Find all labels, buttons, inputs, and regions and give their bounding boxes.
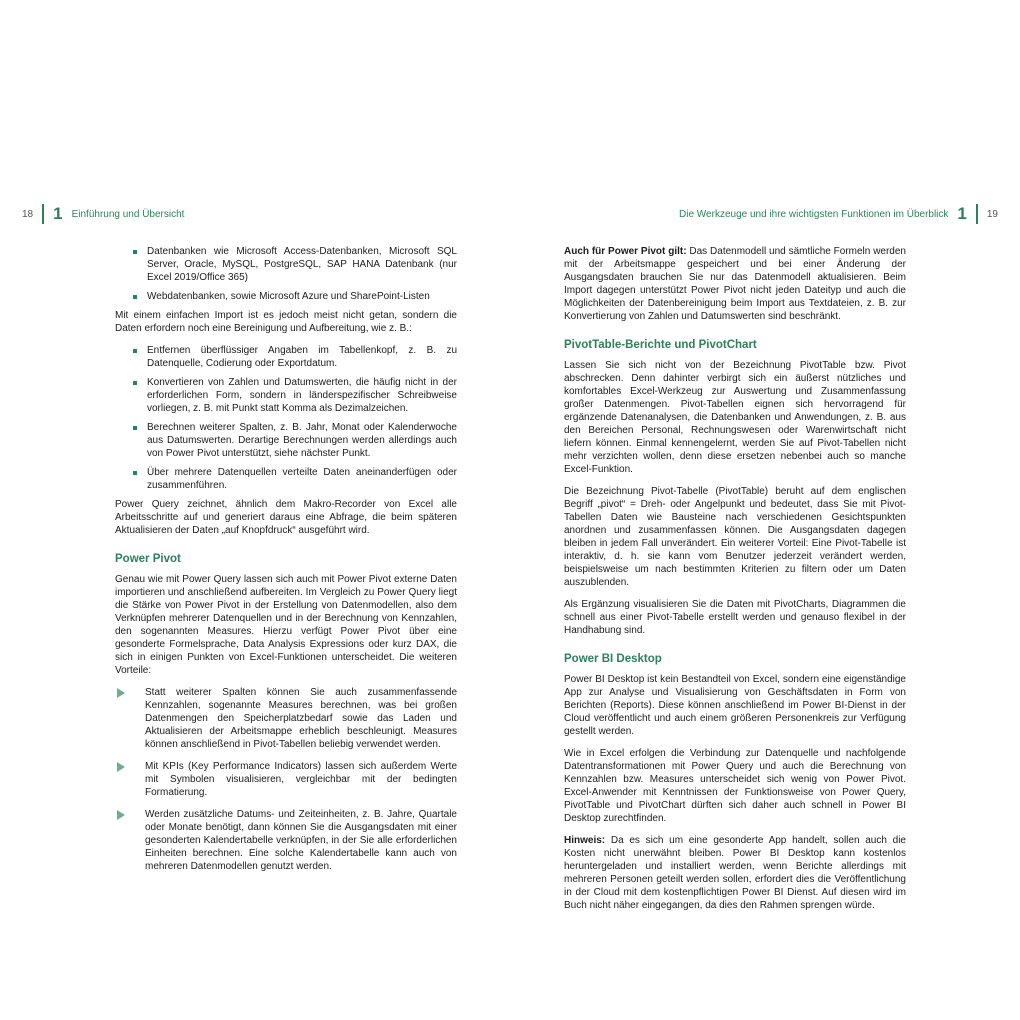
list-item xyxy=(115,808,457,873)
heading-power-bi: Power BI Desktop xyxy=(564,653,662,665)
section-title-left: Einführung und Übersicht xyxy=(71,208,185,220)
square-bullet-icon xyxy=(133,349,137,353)
paragraph-rest: Da es sich um eine gesonderte App handelt, sollen auch die Kosten nicht unerwähnt bleiben. Power BI Desktop kann kostenlos heruntergeladen und installiert werden, wenn Berichte allerdings mit mehreren Personen geteilt werden sollen, erfordert dies die Veröffentlichung in der Cloud mit dem kostenpflichtigen Power BI Dienst. Auf diesen wird im Buch nicht näher eingegangen, da dies den Rahmen sprengen würde. xyxy=(564,835,906,911)
list-item-text: Konvertieren von Zahlen und Datumswerten, die häufig nicht in der erforderlichen Form, sondern in länderspezifischer Schreibweise vorliegen, z. B. mit Punkt statt Komma als Dezimalzeichen. xyxy=(147,377,457,414)
list-item-text: Berechnen weiterer Spalten, z. B. Jahr, Monat oder Kalenderwoche aus Datumswerten. Derartige Berechnungen werden allerdings auch von Power Pivot unterstützt, siehe nächster Punkt. xyxy=(147,422,457,459)
section-title-right: Die Werkzeuge und ihre wichtigsten Funktionen im Überblick xyxy=(679,208,949,220)
square-bullet-icon xyxy=(133,381,137,385)
square-bullet-icon xyxy=(133,250,137,254)
paragraph-pivottable-3: Als Ergänzung visualisieren Sie die Daten mit PivotCharts, Diagrammen die schnell aus einer Pivot-Tabelle erstellt werden und genauso flexibel in der Handhabung sind. xyxy=(564,599,906,636)
list-item-text: Statt weiterer Spalten können Sie auch zusammenfassende Kennzahlen, sogenannte Measures berechnen, was bei großen Datenmengen den Speicherplatzbedarf sowie das Laden und Aktualisieren der Arbeitsmappe erheblich beschleunigt. Measures können anschließend in Pivot-Tabellen beliebig verwendet werden. xyxy=(145,687,457,750)
paragraph-lead-bold: Auch für Power Pivot gilt: xyxy=(564,246,687,257)
list-item xyxy=(115,686,457,751)
paragraph-power-query: Power Query zeichnet, ähnlich dem Makro-Recorder von Excel alle Arbeitsschritte auf und generiert daraus eine Abfrage, die beim späteren Aktualisieren der Daten „auf Knopfdruck“ ausgeführt wird. xyxy=(115,499,457,536)
paragraph-pivottable-1: Lassen Sie sich nicht von der Bezeichnung PivotTable bzw. Pivot abschrecken. Denn dahinter verbirgt sich ein äußerst nützliches und komfortables Excel-Werkzeug zur Auswertung und Zusammenfassung großer Datenmengen. Pivot-Tabellen eignen sich hervorragend für ergänzende Datenanalysen, die Datenbanken und Anwendungen, z. B. aus den Bereichen Personal, Rechnungswesen oder Warenwirtschaft nicht liefern können. Einmal kennengelernt, werden Sie auf Pivot-Tabellen nicht mehr verzichten wollen, denn diese ersetzen nebenbei auch so manche Excel-Funktion. xyxy=(564,360,906,475)
paragraph-pivottable-2: Die Bezeichnung Pivot-Tabelle (PivotTable) beruht auf dem englischen Begriff „pivot“ = Dreh- oder Angelpunkt und bedeutet, dass Sie mit Pivot-Tabellen Daten wie Bausteine nach verschiedenen Gesichtspunkten anordnen und zusammenfassen können. Die Ausgangsdaten dagegen bleiben in jedem Fall unverändert. Ein weiterer Vorteil: Eine Pivot-Tabelle ist interaktiv, d. h. sie kann vom Benutzer jederzeit verändert werden, beispielsweise um nach bestimmten Kriterien zu filtern oder um Daten auszublenden. xyxy=(564,486,906,588)
list-item-text: Webdatenbanken, sowie Microsoft Azure und SharePoint-Listen xyxy=(147,291,430,302)
list-item xyxy=(115,344,457,370)
list-item-text: Werden zusätzliche Datums- und Zeiteinheiten, z. B. Jahre, Quartale oder Monate benötigt, dann können Sie die Ausgangsdaten mit einer gesonderten Kalendertabelle verknüpfen, in der Sie alle erforderlichen Einheiten berechnen. Eine solche Kalendertabelle kann auch von mehreren Datenmodellen genutzt werden. xyxy=(145,809,457,872)
list-item-text: Datenbanken wie Microsoft Access-Datenbanken, Microsoft SQL Server, Oracle, MySQL, PostgreSQL, SAP HANA Datenbank (nur Excel 2019/Office 365) xyxy=(147,246,457,283)
paragraph-hint xyxy=(564,834,906,912)
list-item-text: Mit KPIs (Key Performance Indicators) lassen sich außerdem Werte mit Symbolen visualisieren, vergleichbar mit der bedingten Formatierung. xyxy=(145,761,457,798)
page-number-left: 18 xyxy=(22,208,34,220)
chapter-number-right: 1 xyxy=(957,204,967,223)
left-page-column xyxy=(115,245,457,882)
page-number-right: 19 xyxy=(986,208,998,220)
arrow-bullet-icon xyxy=(117,688,125,698)
header-divider xyxy=(976,204,978,224)
list-item xyxy=(115,290,457,303)
list-item xyxy=(115,421,457,460)
heading-power-pivot: Power Pivot xyxy=(115,553,181,565)
header-divider xyxy=(42,204,44,224)
right-page-column xyxy=(564,245,906,921)
list-item-text: Entfernen überflüssiger Angaben im Tabellenkopf, z. B. zu Datenquelle, Codierung oder Exportdatum. xyxy=(147,345,457,369)
square-bullet-icon xyxy=(133,471,137,475)
paragraph-power-pivot-note xyxy=(564,245,906,323)
paragraph-rest: Das Datenmodell und sämtliche Formeln werden mit der Arbeitsmappe gespeichert und bei einer Änderung der Ausgangsdaten brauchen Sie nur das Datenmodell aktualisieren. Beim Import dagegen unterstützt Power Pivot nicht jeden Dateityp und auch die Möglichkeiten der Datenbereinigung beim Import aus Textdateien, z. B. zur Konvertierung von Zahlen und Datumswerten sind beschränkt. xyxy=(564,246,906,322)
list-item xyxy=(115,760,457,799)
list-item xyxy=(115,466,457,492)
paragraph-power-bi-2: Wie in Excel erfolgen die Verbindung zur Datenquelle und nachfolgende Datentransformationen mit Power Query und auch die Berechnung von Kennzahlen bzw. Measures unterscheidet sich wenig von Power Pivot. Excel-Anwender mit Kenntnissen der Funktionsweise von Power Query, PivotTable und PivotChart dürften sich daher auch schnell in Power BI Desktop zurechtfinden. xyxy=(564,748,906,824)
bullet-list-cleanup-tasks xyxy=(115,344,457,492)
header-right xyxy=(679,204,998,224)
arrow-list-power-pivot-benefits xyxy=(115,686,457,873)
bullet-list-data-sources xyxy=(115,245,457,303)
square-bullet-icon xyxy=(133,295,137,299)
list-item xyxy=(115,376,457,415)
paragraph-lead-bold: Hinweis: xyxy=(564,835,606,846)
running-header xyxy=(22,202,998,226)
list-item xyxy=(115,245,457,284)
square-bullet-icon xyxy=(133,426,137,430)
paragraph-power-bi-1: Power BI Desktop ist kein Bestandteil von Excel, sondern eine eigenständige App zur Analyse und Visualisierung von Geschäftsdaten in Form von Berichten (Reports). Diese können anschließend im Power BI-Dienst in der Cloud veröffentlicht und auch einem größeren Personenkreis zur Verfügung gestellt werden. xyxy=(564,674,906,737)
arrow-bullet-icon xyxy=(117,762,125,772)
header-left xyxy=(22,204,184,224)
arrow-bullet-icon xyxy=(117,810,125,820)
paragraph-power-pivot: Genau wie mit Power Query lassen sich auch mit Power Pivot externe Daten importieren und anschließend aufbereiten. Im Vergleich zu Power Query liegt die Stärke von Power Pivot in der Erstellung von Datenmodellen, also dem Verknüpfen mehrerer Datenquellen und in der Berechnung von Kennzahlen, den sogenannten Measures. Hierzu verfügt Power Pivot über eine gesonderte Formelsprache, Data Analysis Expressions oder kurz DAX, die sich in einigen Punkten von Excel-Funktionen unterscheidet. Die weiteren Vorteile: xyxy=(115,574,457,676)
list-item-text: Über mehrere Datenquellen verteilte Daten aneinanderfügen oder zusammenführen. xyxy=(147,467,457,491)
heading-pivottable: PivotTable-Berichte und PivotChart xyxy=(564,339,757,351)
chapter-number-left: 1 xyxy=(53,204,63,223)
paragraph-import-intro: Mit einem einfachen Import ist es jedoch meist nicht getan, sondern die Daten erfordern noch eine Bereinigung und Aufbereitung, wie z. B.: xyxy=(115,310,457,334)
